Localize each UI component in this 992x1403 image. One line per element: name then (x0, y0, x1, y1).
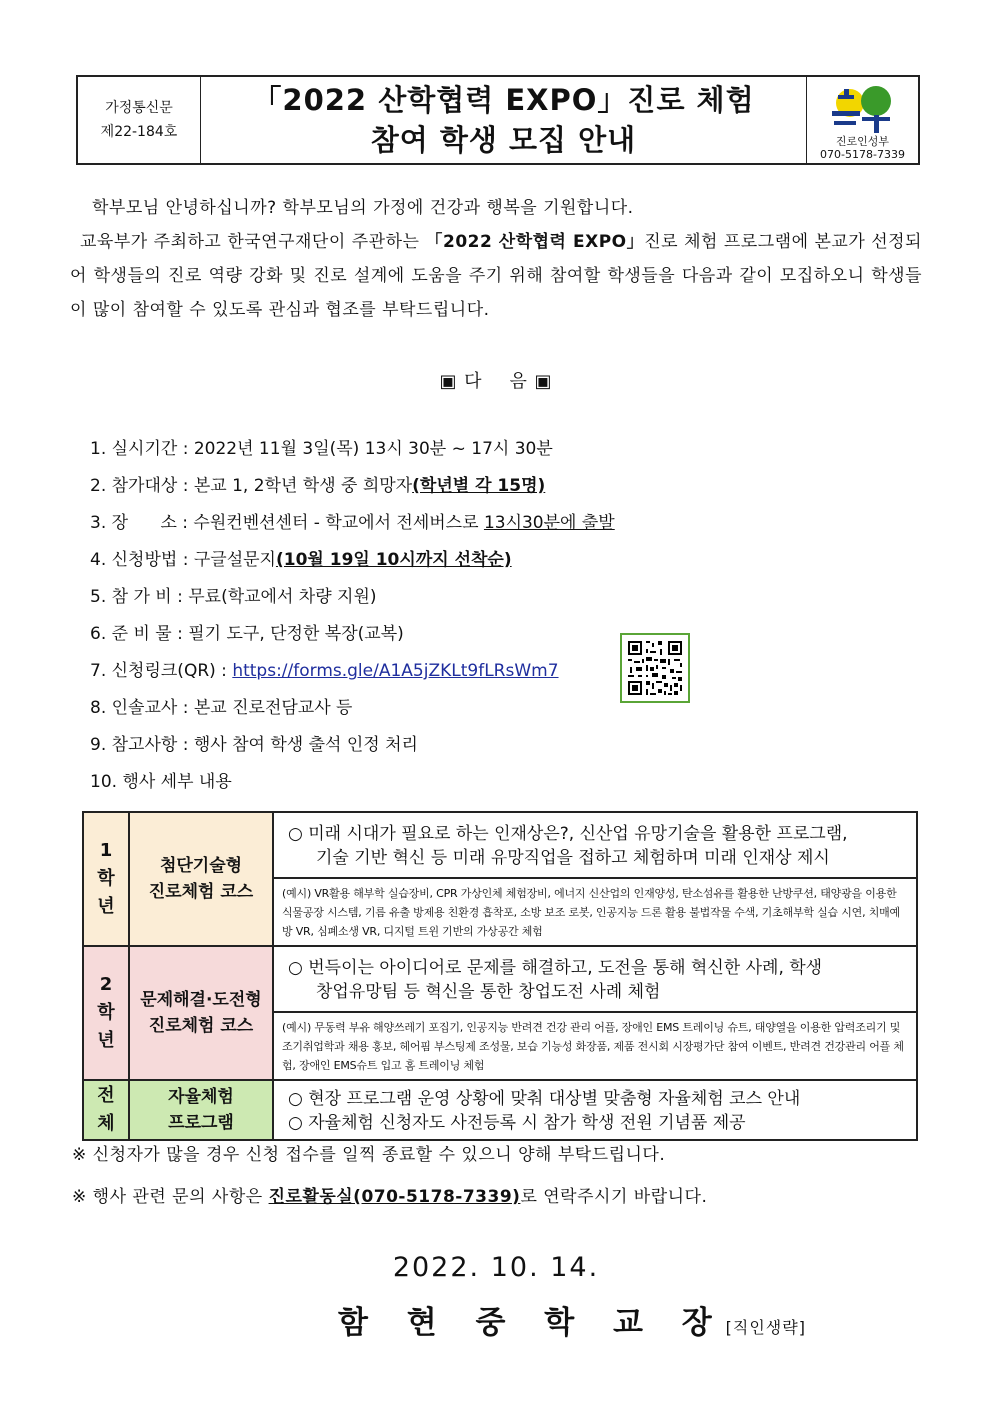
item-method-text: 4. 신청방법 : 구글설문지 (90, 550, 276, 570)
item-place (90, 508, 615, 545)
detail-list (90, 434, 615, 804)
grade-cell-all (83, 1080, 129, 1140)
item-fee: 5. 참 가 비 : 무료(학교에서 차량 지원) (90, 587, 377, 607)
item-place-text: 3. 장 소 : 수원컨벤션센터 - 학교에서 전세버스로 (90, 513, 484, 533)
signup-link[interactable]: https://forms.gle/A1A5jZKLt9fLRsWm7 (232, 661, 559, 681)
course-example-1: (예시) VR활용 해부학 실습장비, CPR 가상인체 체험장비, 에너지 신산업의 인재양성, 탄소섬유를 활용한 난방쿠션, 태양광을 이용한 식물공장 시스템, 기름 유출 방제용 친환경 흡착포, 소방 보조 로봇, 인공지능 드론 활용 불법작물 수색, 기초해부학 실습 시연, 치매예방 VR, 심폐소생 VR, 디지털 트윈 기반의 가상공간 체험 (273, 878, 917, 946)
header-box (76, 75, 920, 165)
seal-omitted: [직인생략] (725, 1318, 806, 1337)
dept-name: 진로인성부 (835, 135, 890, 148)
table-row (83, 812, 917, 878)
item-method (90, 545, 615, 582)
grade-text: 2 (99, 974, 113, 995)
principal-signature (338, 1297, 806, 1342)
grade-text: 전 (97, 1085, 115, 1106)
grade-text: 학 (97, 1002, 115, 1023)
description-line: ○ 자율체험 신청자도 사전등록 시 참가 학생 전원 기념품 제공 (288, 1113, 746, 1133)
description-line: 창업유망팀 등 혁신을 통한 창업도전 사례 체험 (316, 982, 661, 1002)
item-supplies: 6. 준 비 물 : 필기 도구, 단정한 복장(교복) (90, 624, 404, 644)
notice-heading: ▣ 다 음 ▣ (439, 371, 553, 392)
school-logo-icon (828, 81, 898, 135)
course-name: 자율체험 (168, 1087, 234, 1107)
course-cell-2 (129, 946, 273, 1080)
title-line-2: 참여 학생 모집 안내 (370, 123, 637, 157)
course-description-all (273, 1080, 917, 1140)
event-name: 「2022 산학협력 EXPO」 (425, 232, 645, 252)
contact-office: 진로활동실(070-5178-7339) (268, 1187, 521, 1207)
grade-text: 학 (97, 868, 115, 889)
course-cell-all (129, 1080, 273, 1140)
item-target-quota: (학년별 각 15명) (412, 476, 546, 496)
item-details-heading: 10. 행사 세부 내용 (90, 772, 232, 792)
intro-body-post: 진로 체험 프로그램에 본교가 선정되어 학생들의 진로 역량 강화 및 진로 설계에 도움을 주기 위해 참여할 학생들을 다음과 같이 모집하오니 학생들이 많이 참여할 수 있도록 관심과 협조를 부탁드립니다. (70, 232, 922, 320)
course-cell-1 (129, 812, 273, 946)
principal-name: 함 현 중 학 교 장 (338, 1305, 726, 1341)
grade-text: 체 (97, 1113, 115, 1134)
issue-date: 2022. 10. 14. (392, 1252, 600, 1283)
description-line: ○ 번득이는 아이디어로 문제를 해결하고, 도전을 통해 혁신한 사례, 학생 (288, 958, 823, 978)
grade-text: 년 (97, 896, 115, 917)
grade-text: 년 (97, 1030, 115, 1051)
greeting: 학부모님 안녕하십니까? 학부모님의 가정에 건강과 행복을 기원합니다. (92, 198, 634, 218)
course-name: 문제해결·도전형 (140, 990, 262, 1010)
intro-body-pre: 교육부가 주최하고 한국연구재단이 주관하는 (80, 232, 426, 252)
details-table (82, 811, 918, 1141)
item-teacher: 8. 인솔교사 : 본교 진로전담교사 등 (90, 698, 353, 718)
description-line: ○ 미래 시대가 필요로 하는 인재상은?, 신산업 유망기술을 활용한 프로그램, (288, 824, 848, 844)
course-name: 프로그램 (168, 1113, 234, 1133)
note-contact (72, 1182, 707, 1207)
item-link-label: 7. 신청링크(QR) : (90, 661, 233, 681)
item-note: 9. 참고사항 : 행사 참여 학생 출석 인정 처리 (90, 735, 418, 755)
grade-cell-2 (83, 946, 129, 1080)
table-row (83, 1080, 917, 1140)
qr-code-icon[interactable] (620, 633, 690, 703)
note-early-close: ※ 신청자가 많을 경우 신청 접수를 일찍 종료할 수 있으니 양해 부탁드립니다. (72, 1145, 666, 1165)
course-name: 첨단기술형 (159, 856, 243, 876)
item-link (90, 656, 615, 693)
item-target (90, 471, 615, 508)
course-example-2: (예시) 무동력 부유 해양쓰레기 포집기, 인공지능 반려견 건강 관리 어플, 장애인 EMS 트레이닝 슈트, 태양열을 이용한 압력조리기 및 조기취업학과 채용 홍보, 헤어핌 부스팅제 조성물, 보습 기능성 화장품, 제품 전시회 시장평가단 참여 이벤트, 반려견 건강관리 어플 체험, 장애인 EMS슈트 입고 홈 트레이닝 체험 (273, 1012, 917, 1080)
dept-phone: 070-5178-7339 (820, 148, 905, 161)
description-line: 기술 기반 혁신 등 미래 유망직업을 접하고 체험하며 미래 인재상 제시 (316, 848, 830, 868)
title-line-1: 「2022 산학협력 EXPO」진로 체험 (252, 83, 755, 117)
course-description-2 (273, 946, 917, 1012)
item-place-departure: 13시30분에 출발 (483, 513, 615, 533)
grade-cell-1 (83, 812, 129, 946)
item-target-text: 2. 참가대상 : 본교 1, 2학년 학생 중 희망자 (90, 476, 413, 496)
description-line: ○ 현장 프로그램 운영 상황에 맞춰 대상별 맞춤형 자율체험 코스 안내 (288, 1089, 801, 1109)
table-row (83, 946, 917, 1012)
doc-number: 제22-184호 (100, 124, 178, 140)
course-name: 진로체험 코스 (148, 882, 254, 902)
course-name: 진로체험 코스 (148, 1016, 254, 1036)
doc-number-cell (78, 77, 201, 163)
title-cell (201, 77, 806, 163)
item-period: 1. 실시기간 : 2022년 11월 3일(목) 13시 30분 ~ 17시 30분 (90, 439, 553, 459)
doc-type: 가정통신문 (105, 100, 173, 116)
course-description-1 (273, 812, 917, 878)
intro (70, 191, 922, 327)
intro-body (70, 225, 922, 327)
note-contact-pre: ※ 행사 관련 문의 사항은 (72, 1187, 269, 1207)
note-contact-post: 로 연락주시기 바랍니다. (520, 1187, 708, 1207)
dept-cell (806, 77, 918, 163)
grade-text: 1 (99, 840, 113, 861)
item-method-deadline: (10월 19일 10시까지 선착순) (275, 550, 512, 570)
